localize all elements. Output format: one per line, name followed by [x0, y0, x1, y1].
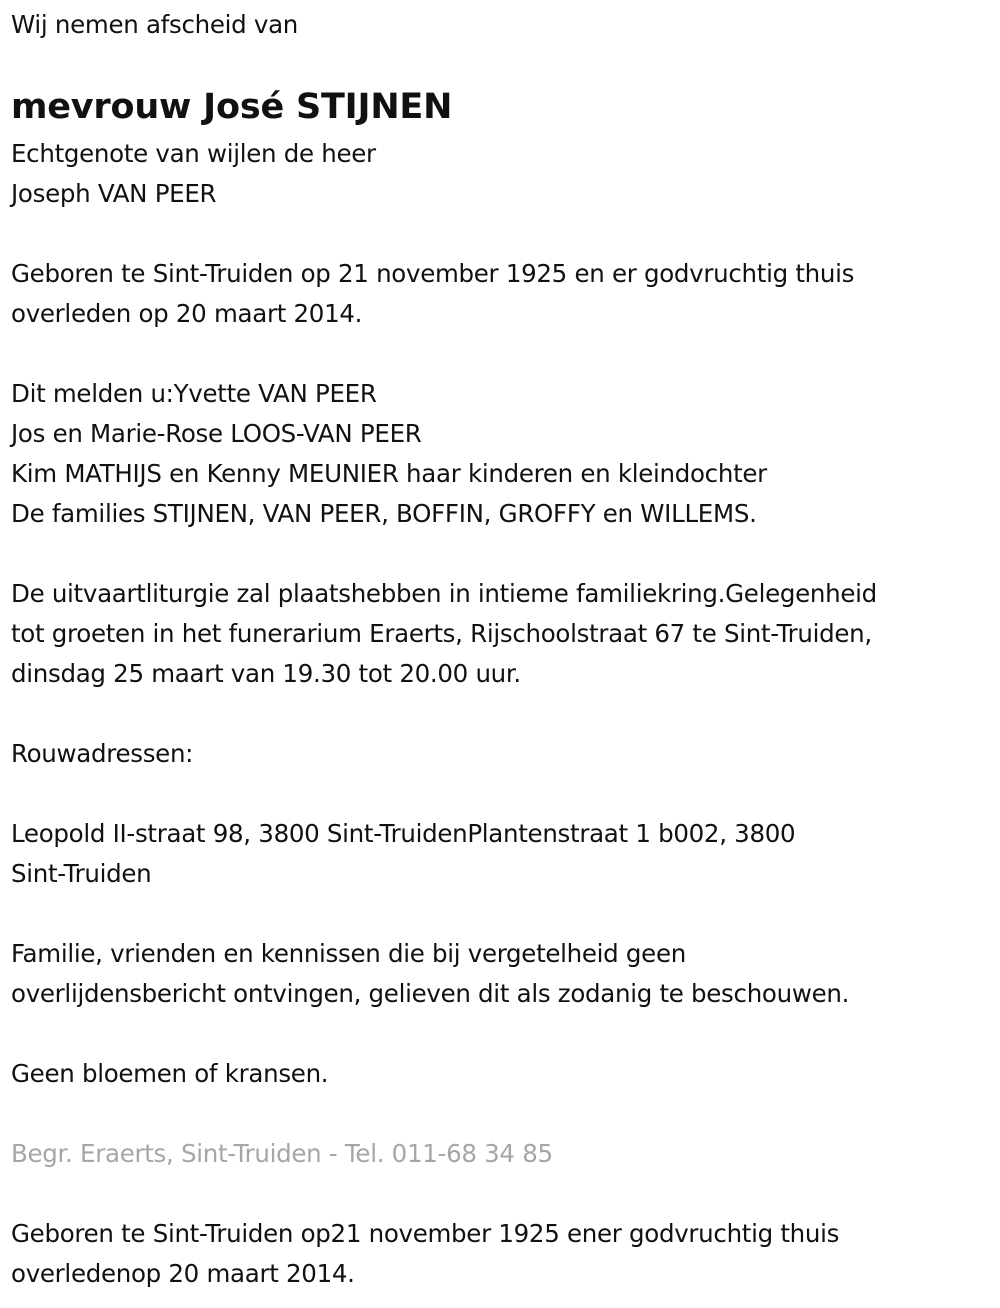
spouse-line-2: Joseph VAN PEER [11, 179, 217, 208]
announcer-line-4: De families STIJNEN, VAN PEER, BOFFIN, GROFFY en WILLEMS. [11, 499, 757, 528]
notice-line-1: Familie, vrienden en kennissen die bij vergetelheid geen [11, 939, 686, 968]
addresses-label: Rouwadressen: [11, 739, 194, 768]
flowers-note: Geen bloemen of kransen. [11, 1059, 329, 1088]
announcer-line-1: Dit melden u:Yvette VAN PEER [11, 379, 377, 408]
ceremony-line-3: dinsdag 25 maart van 19.30 tot 20.00 uur. [11, 659, 521, 688]
notice-line-2: overlijdensbericht ontvingen, gelieven dit als zodanig te beschouwen. [11, 979, 850, 1008]
deceased-name: mevrouw José STIJNEN [11, 87, 453, 127]
birth-death-line-1: Geboren te Sint-Truiden op 21 november 1925 en er godvruchtig thuis [11, 259, 855, 288]
birth-death-repeat-line-1: Geboren te Sint-Truiden op21 november 1925 ener godvruchtig thuis [11, 1219, 840, 1248]
ceremony-line-1: De uitvaartliturgie zal plaatshebben in intieme familiekring.Gelegenheid [11, 579, 877, 608]
announcer-line-2: Jos en Marie-Rose LOOS-VAN PEER [11, 419, 422, 448]
birth-death-repeat-line-2: overledenop 20 maart 2014. [11, 1259, 355, 1288]
intro-text: Wij nemen afscheid van [11, 10, 299, 39]
birth-death-line-2: overleden op 20 maart 2014. [11, 299, 363, 328]
announcer-line-3: Kim MATHIJS en Kenny MEUNIER haar kinderen en kleindochter [11, 459, 767, 488]
address-line-1: Leopold II-straat 98, 3800 Sint-TruidenPlantenstraat 1 b002, 3800 [11, 819, 796, 848]
spouse-line-1: Echtgenote van wijlen de heer [11, 139, 376, 168]
funeral-home-contact: Begr. Eraerts, Sint-Truiden - Tel. 011-68 34 85 [11, 1139, 553, 1168]
address-line-2: Sint-Truiden [11, 859, 152, 888]
ceremony-line-2: tot groeten in het funerarium Eraerts, Rijschoolstraat 67 te Sint-Truiden, [11, 619, 872, 648]
